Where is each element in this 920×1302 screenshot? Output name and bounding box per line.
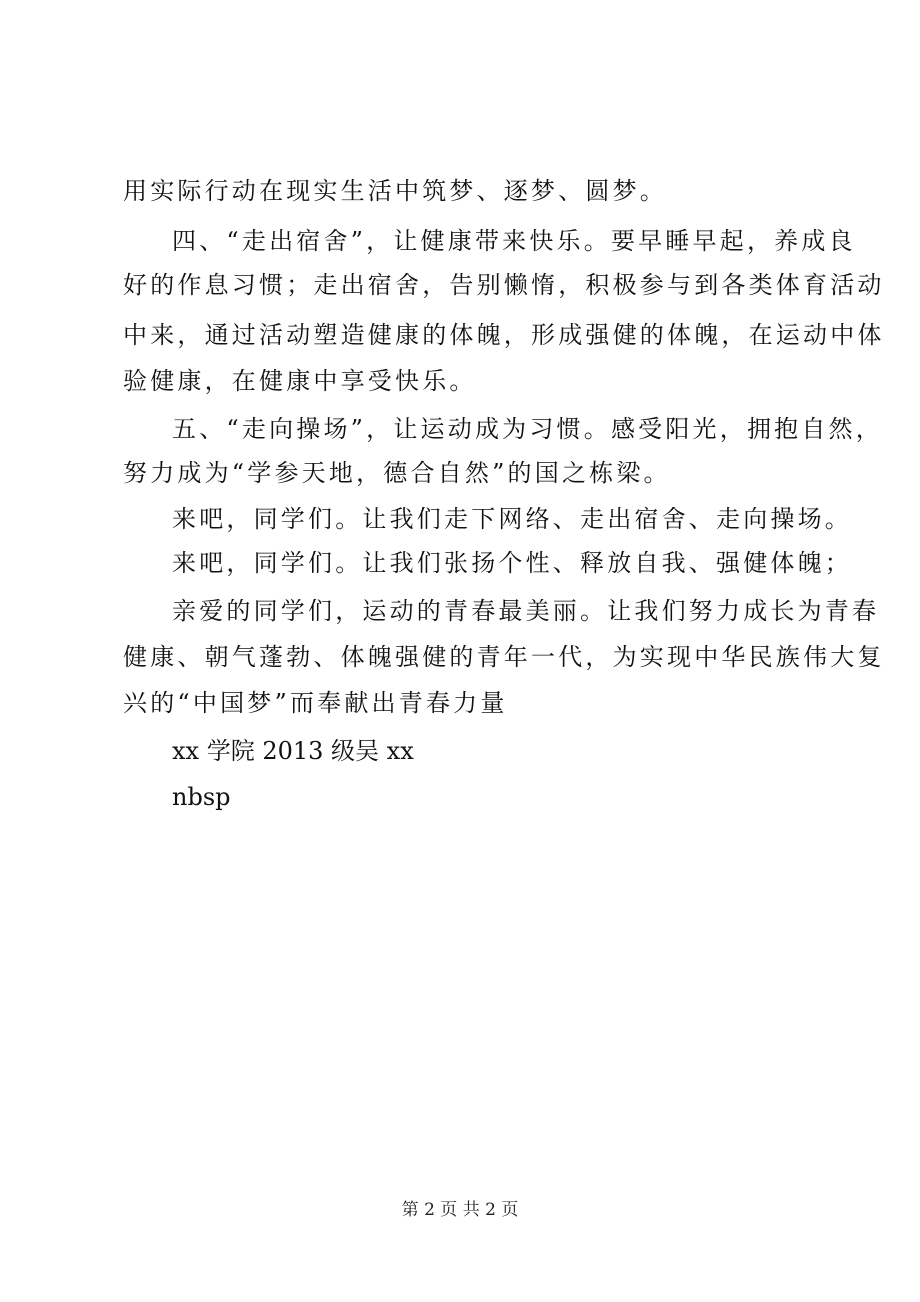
body-line-12: 兴的“中国梦”而奉献出青春力量 [123, 689, 508, 717]
body-line-1: 用实际行动在现实生活中筑梦、逐梦、圆梦。 [123, 177, 667, 205]
body-line-3: 好的作息习惯；走出宿舍，告别懒惰，积极参与到各类体育活动 [123, 271, 885, 299]
body-line-10: 亲爱的同学们，运动的青春最美丽。让我们努力成长为青春 [172, 597, 880, 625]
trailing-text: nbsp [172, 783, 231, 811]
body-line-8: 来吧，同学们。让我们走下网络、走出宿舍、走向操场。 [172, 505, 852, 533]
body-line-4: 中来，通过活动塑造健康的体魄，形成强健的体魄，在运动中体 [123, 321, 885, 349]
body-line-7: 努力成为“学参天地，德合自然”的国之栋梁。 [123, 459, 671, 487]
body-line-6: 五、“走向操场”，让运动成为习惯。感受阳光，拥抱自然， [172, 415, 883, 443]
signature-line: xx 学院 2013 级吴 xx [172, 737, 414, 765]
body-line-5: 验健康，在健康中享受快乐。 [123, 367, 477, 395]
page-number-footer: 第 2 页 共 2 页 [401, 1200, 519, 1220]
body-line-11: 健康、朝气蓬勃、体魄强健的青年一代，为实现中华民族伟大复 [123, 643, 885, 671]
body-line-9: 来吧，同学们。让我们张扬个性、释放自我、强健体魄； [172, 549, 852, 577]
body-line-2: 四、“走出宿舍”，让健康带来快乐。要早睡早起，养成良 [172, 227, 856, 255]
